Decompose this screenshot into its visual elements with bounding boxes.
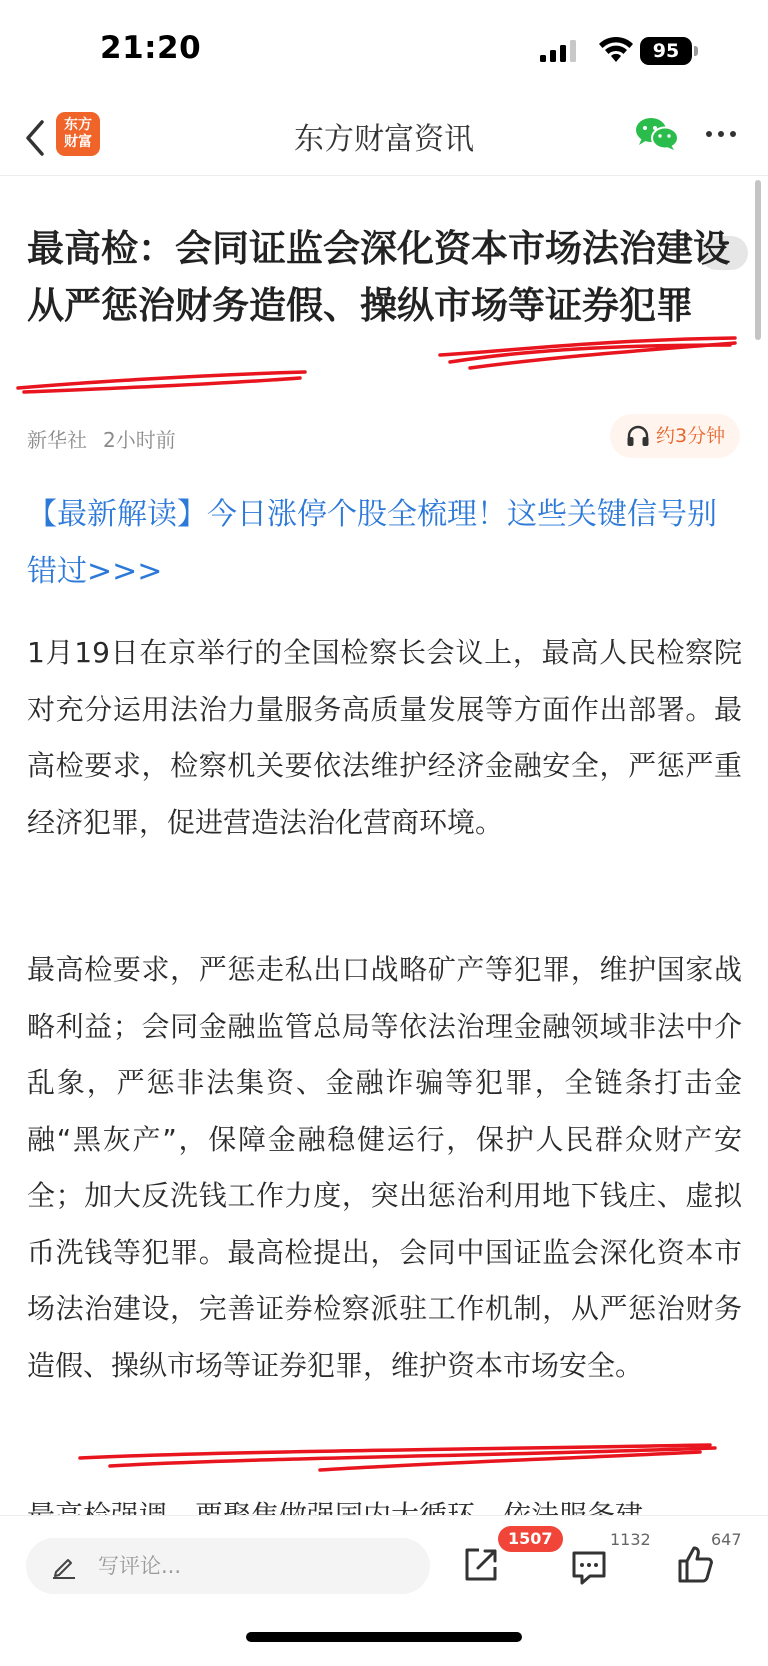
article-meta bbox=[27, 424, 176, 453]
battery-nub bbox=[694, 46, 698, 56]
article-headline: 最高检：会同证监会深化资本市场法治建设 从严惩治财务造假、操纵市场等证券犯罪 bbox=[27, 227, 730, 327]
listen-label: 约3分钟 bbox=[656, 425, 726, 447]
bottom-action-bar bbox=[0, 1515, 768, 1666]
headphone-icon bbox=[626, 425, 650, 447]
pen-icon bbox=[50, 1552, 78, 1580]
nav-bar bbox=[0, 100, 768, 176]
scrollbar[interactable] bbox=[755, 180, 761, 340]
comment-count: 1132 bbox=[610, 1530, 651, 1549]
wechat-icon[interactable] bbox=[634, 116, 680, 152]
article-paragraph-2: 最高检要求，严惩走私出口战略矿产等犯罪，维护国家战略利益；会同金融监管总局等依法治理金融领域非法中介乱象，严惩非法集资、金融诈骗等犯罪，全链条打击金融“黑灰产”，保障金融稳健运行，保护人民群众财产安全；加大反洗钱工作力度，突出惩治利用地下钱庄、虚拟币洗钱等犯罪。最高检提出，会同中国证监会深化资本市场法治建设，完善证券检察派驻工作机制，从严惩治财务造假、操纵市场等证券犯罪，维护资本市场安全。 bbox=[27, 953, 742, 1382]
nav-title: 东方财富资讯 bbox=[294, 122, 474, 157]
cellular-signal-icon bbox=[540, 40, 576, 62]
article-time: 2小时前 bbox=[103, 428, 176, 452]
share-icon[interactable] bbox=[462, 1546, 500, 1584]
promo-link[interactable]: 【最新解读】今日涨停个股全梳理！这些关键信号别错过>>> bbox=[27, 497, 717, 589]
comment-input[interactable] bbox=[26, 1538, 430, 1594]
battery-indicator: 95 bbox=[640, 37, 692, 65]
more-icon[interactable] bbox=[704, 124, 738, 144]
home-indicator[interactable] bbox=[246, 1632, 522, 1642]
status-time: 21:20 bbox=[100, 30, 202, 66]
article-paragraph-1: 1月19日在京举行的全国检察长会议上，最高人民检察院对充分运用法治力量服务高质量发展等方面作出部署。最高检要求，检察机关要依法维护经济金融安全，严惩严重经济犯罪，促进营造法治化营商环境。 bbox=[27, 636, 742, 839]
share-count-badge: 1507 bbox=[498, 1526, 563, 1552]
logo-line2: 财富 bbox=[64, 134, 92, 150]
article-source: 新华社 bbox=[27, 428, 87, 452]
listen-button[interactable] bbox=[610, 414, 740, 458]
like-count: 647 bbox=[711, 1530, 742, 1549]
logo-line1: 东方 bbox=[64, 117, 92, 133]
comment-icon[interactable] bbox=[570, 1548, 608, 1586]
like-icon[interactable] bbox=[676, 1544, 714, 1584]
wifi-icon bbox=[598, 36, 634, 64]
comment-placeholder: 写评论... bbox=[98, 1554, 182, 1578]
status-bar bbox=[0, 0, 768, 100]
